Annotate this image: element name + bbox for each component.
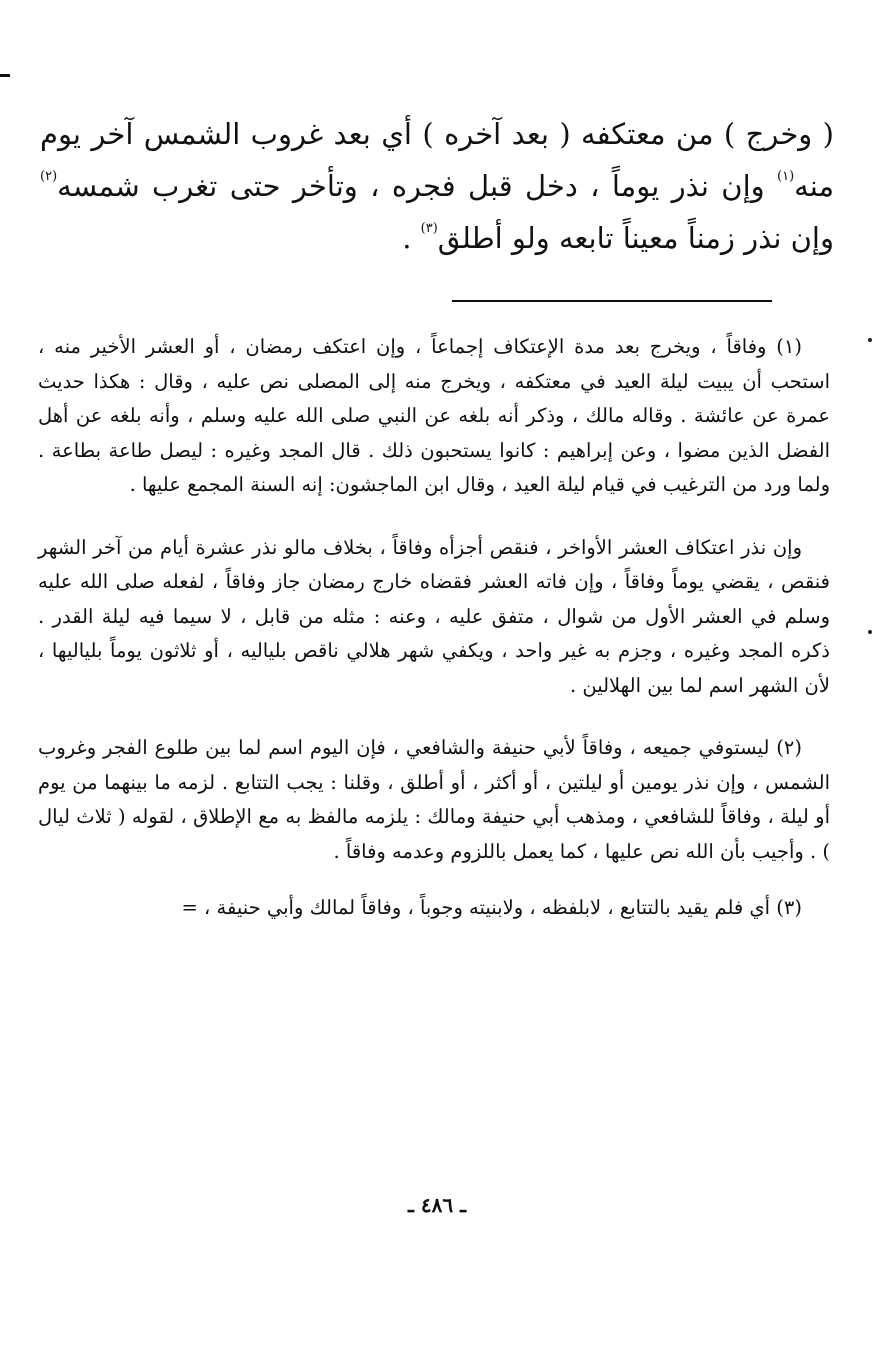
footnotes-section: [38, 330, 830, 926]
footnote-ref-1: (١): [777, 169, 795, 184]
main-text-end: .: [402, 221, 412, 255]
footnote-ref-3: (٣): [420, 221, 438, 236]
scan-edge-mark: [0, 74, 10, 77]
footnote-2: (٢) ليستوفي جميعه ، وفاقاً لأبي حنيفة والشافعي ، فإن اليوم اسم لما بين طلوع الفجر وغروب الشمس ، وإن نذر يومين أو ليلتين ، أو أكثر ، أو أطلق ، وقلنا : يجب التتابع . لزمه ما بينهما من يوم أو ليلة ، وفاقاً للشافعي ، ومذهب أبي حنيفة ومالك : يلزمه مالفظ به مع الإطلاق ، لقوله ( ثلاث ليال ) . وأجيب بأن الله نص عليها ، كما يعمل باللزوم وعدمه وفاقاً .: [38, 736, 830, 863]
main-paragraph: [40, 108, 834, 264]
scan-edge-dot: [868, 630, 872, 634]
footnote-ref-2: (٢): [40, 169, 58, 184]
footnote-3: (٣) أي فلم يقيد بالتتابع ، لابلفظه ، ولابنيته وجوباً ، وفاقاً لمالك وأبي حنيفة ، =: [181, 896, 802, 919]
footnote-separator: [452, 300, 772, 302]
main-text-part-3: وإن نذر زمناً معيناً تابعه ولو أطلق: [437, 221, 834, 255]
footnote-1: (١) وفاقاً ، ويخرج بعد مدة الإعتكاف إجماعاً ، وإن اعتكف رمضان ، أو العشر الأخير منه ، استحب أن يبيت ليلة العيد في معتكفه ، ويخرج منه إلى المصلى نص عليه ، وقال : هكذا حديث عمرة عن عائشة . وقاله مالك ، وذكر أنه بلغه عن النبي صلى الله عليه وسلم ، وأنه بلغه عن أهل الفضل الذين مضوا ، وعن إبراهيم : كانوا يستحبون ذلك . قال المجد وغيره : ليصل طاعة بطاعة . ولما ورد من الترغيب في قيام ليلة العيد ، وقال ابن الماجشون: إنه السنة المجمع عليها .: [38, 335, 830, 496]
scan-edge-dot: [868, 338, 872, 342]
footnote-1-continued: وإن نذر اعتكاف العشر الأواخر ، فنقص أجزأه وفاقاً ، بخلاف مالو نذر عشرة أيام من آخر الشهر فنقص ، يقضي يوماً وفاقاً ، وإن فاته العشر فقضاه خارج رمضان جاز وفاقاً ، لفعله صلى الله عليه وسلم في العشر الأول من شوال ، متفق عليه ، وعنه : مثله من قابل ، لا سيما فيه ليلة القدر . ذكره المجد وغيره ، وجزم به غير واحد ، ويكفي شهر هلالي ناقص بلياليه ، أو ثلاثون يوماً بلياليها ، لأن الشهر اسم لما بين الهلالين .: [38, 535, 830, 697]
main-text-part-1: ( وخرج ) من معتكفه ( بعد آخره ) أي بعد غروب الشمس آخر يوم منه: [40, 117, 835, 203]
page-number: ـ ٤٨٦ ـ: [408, 1193, 466, 1217]
main-text: [40, 108, 834, 264]
main-text-part-2: وإن نذر يوماً ، دخل قبل فجره ، وتأخر حتى تغرب شمسه: [57, 169, 765, 203]
